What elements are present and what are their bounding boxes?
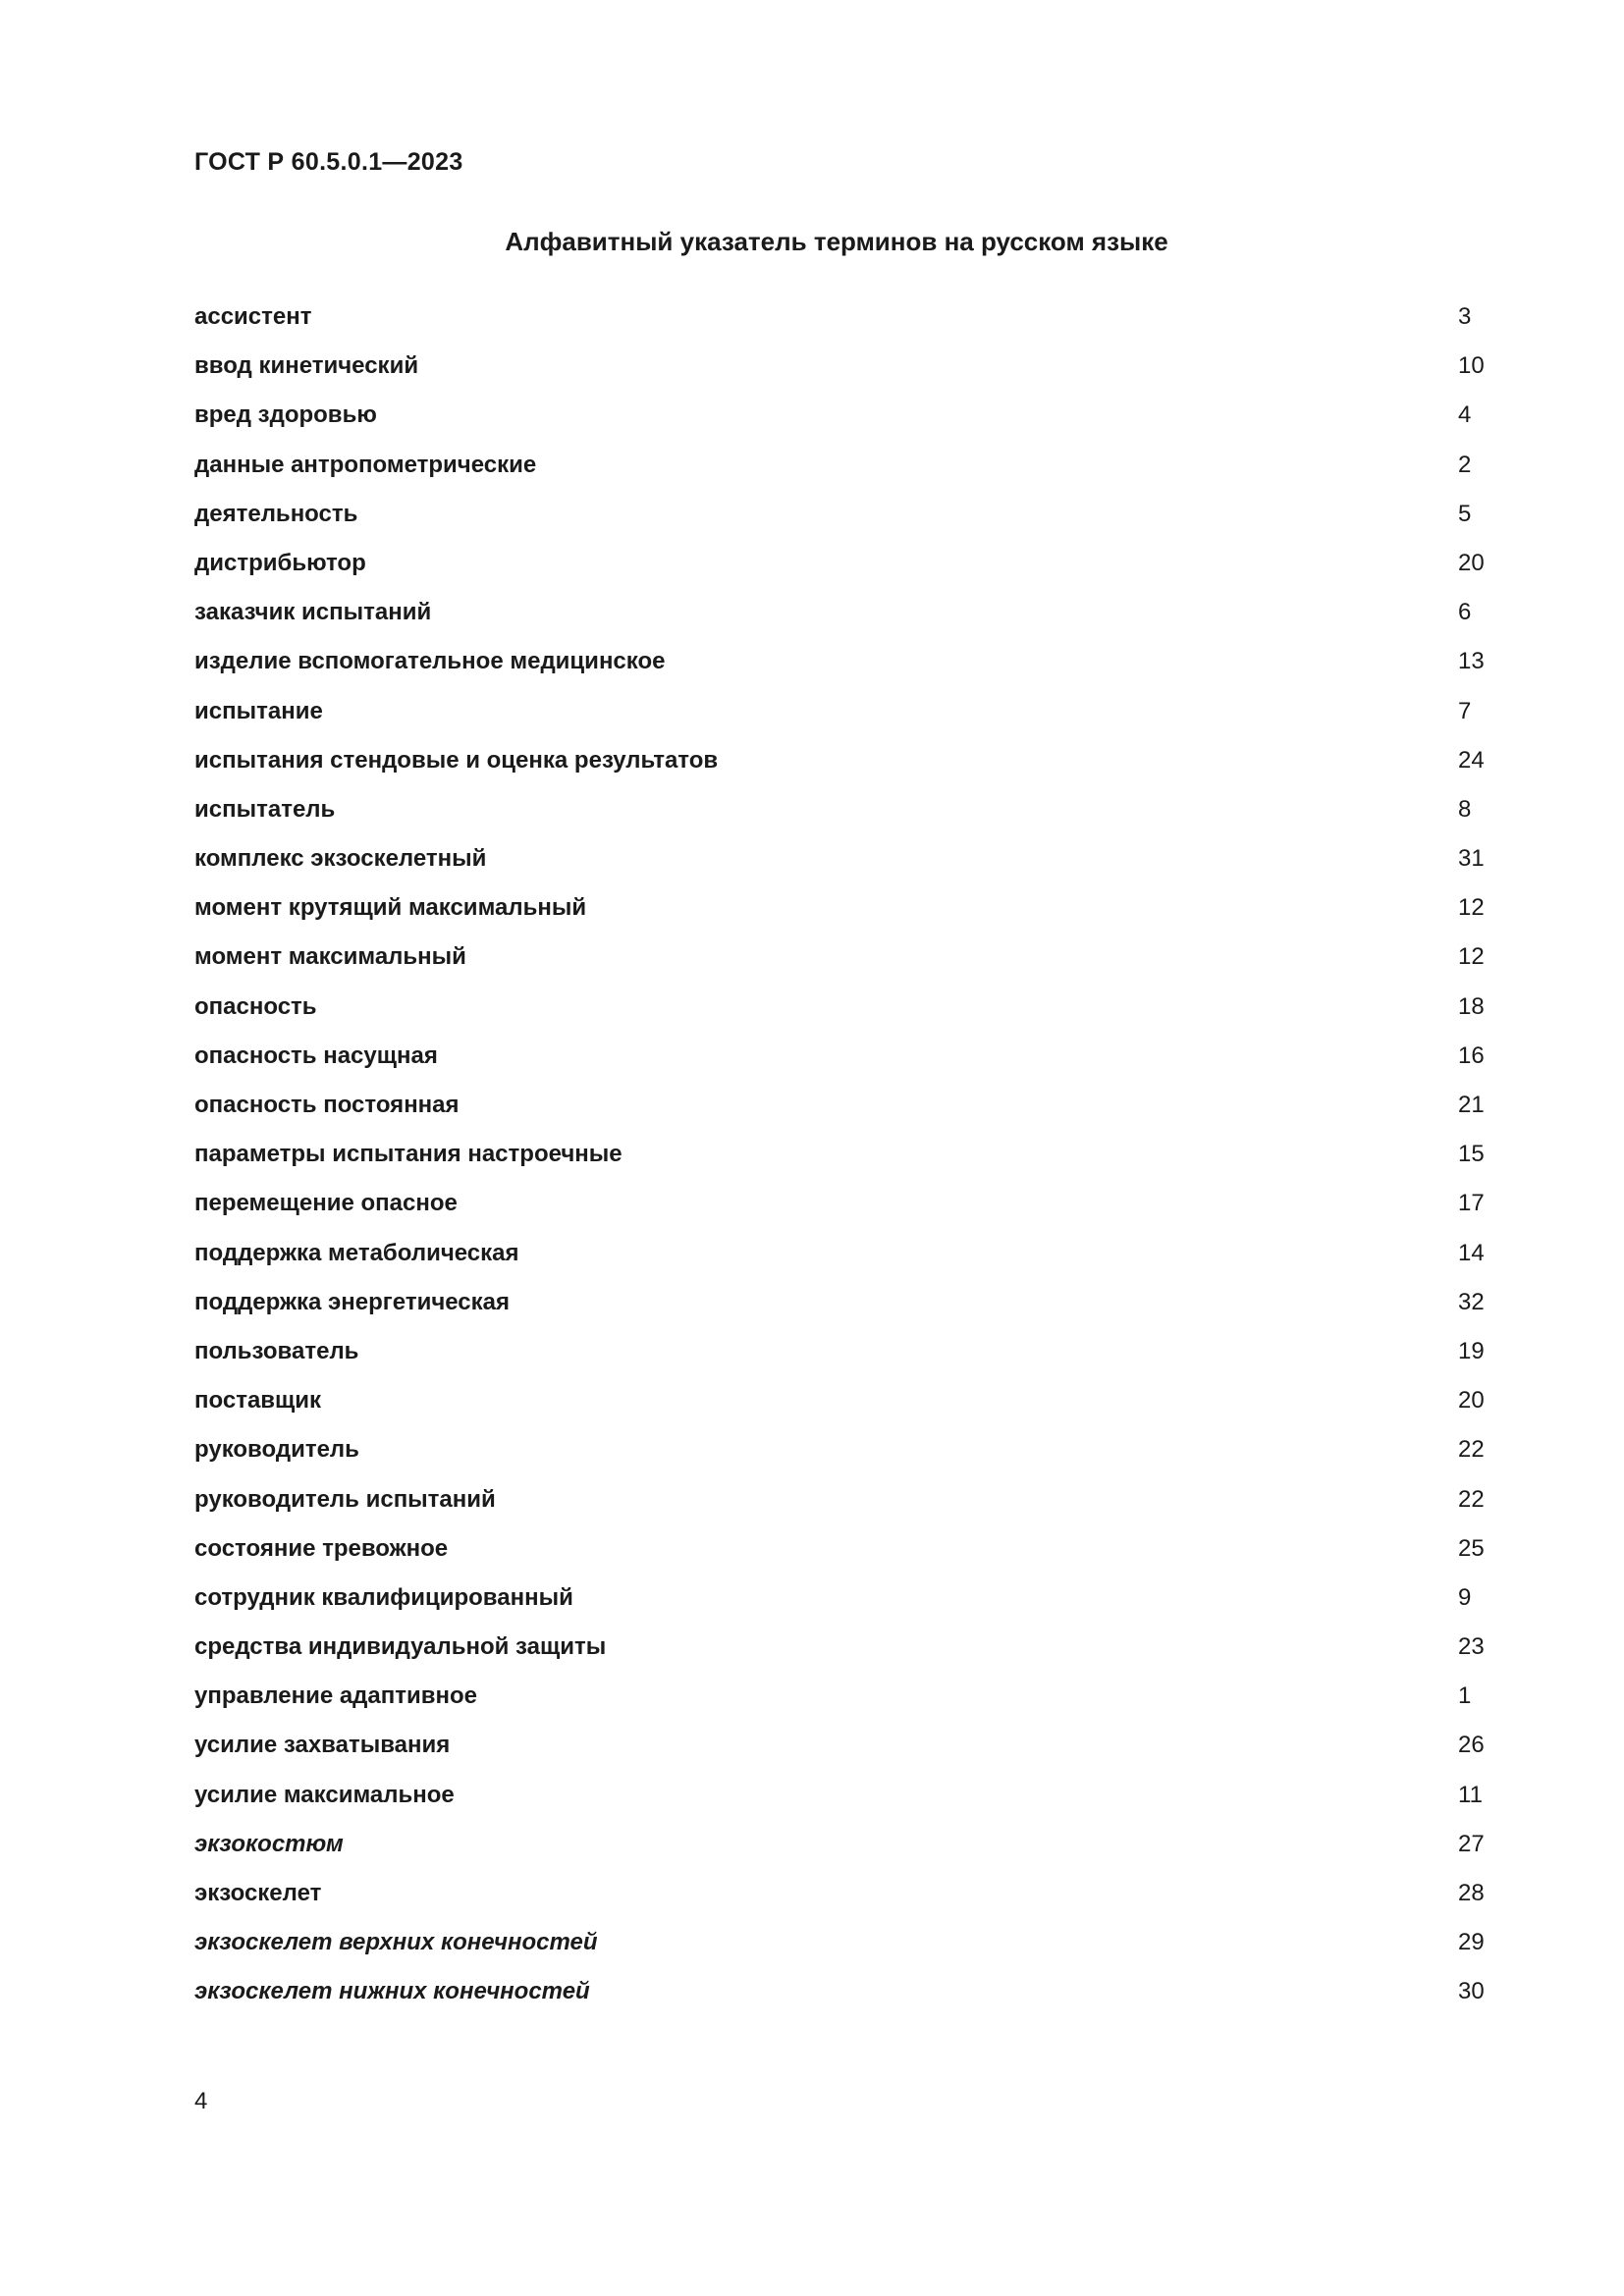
index-term: данные антропометрические xyxy=(194,451,537,478)
index-term: опасность постоянная xyxy=(194,1092,460,1118)
index-term-number: 14 xyxy=(1458,1239,1485,1266)
index-term-number: 5 xyxy=(1458,500,1472,527)
index-term-number: 28 xyxy=(1458,1880,1485,1906)
index-term-number: 20 xyxy=(1458,1387,1485,1415)
index-term: параметры испытания настроечные xyxy=(194,1141,623,1168)
index-term: момент максимальный xyxy=(194,943,466,971)
index-entry xyxy=(194,894,1483,943)
index-entry xyxy=(194,352,1483,401)
index-entry xyxy=(194,550,1483,599)
index-term: испытание xyxy=(194,697,323,724)
index-term: дистрибьютор xyxy=(194,549,366,576)
index-entry xyxy=(194,1042,1483,1092)
index-term: поддержка энергетическая xyxy=(194,1288,511,1315)
index-term: экзоскелет верхних конечностей xyxy=(194,1929,598,1956)
index-entry xyxy=(194,1978,1483,2027)
index-term-number: 22 xyxy=(1458,1485,1485,1513)
index-entry xyxy=(194,845,1483,894)
index-term: опасность xyxy=(194,992,317,1020)
index-term-number: 2 xyxy=(1458,451,1472,478)
index-entry xyxy=(194,1782,1483,1831)
index-entry xyxy=(194,1240,1483,1289)
index-term-number: 24 xyxy=(1458,746,1485,774)
index-term-number: 10 xyxy=(1458,352,1485,380)
index-entry xyxy=(194,303,1483,352)
index-term-number: 32 xyxy=(1458,1288,1485,1315)
index-term: экзоскелет xyxy=(194,1880,322,1906)
index-entry xyxy=(194,1486,1483,1535)
index-term: усилие максимальное xyxy=(194,1781,455,1808)
index-term: ассистент xyxy=(194,303,312,330)
index-term-number: 23 xyxy=(1458,1633,1485,1661)
index-term: состояние тревожное xyxy=(194,1534,449,1562)
index-entry xyxy=(194,796,1483,845)
index-term: экзокостюм xyxy=(194,1830,344,1857)
index-entry xyxy=(194,1831,1483,1880)
index-entry xyxy=(194,698,1483,747)
index-term: пользователь xyxy=(194,1337,359,1364)
index-entry xyxy=(194,452,1483,501)
index-term: поддержка метаболическая xyxy=(194,1239,519,1266)
index-term-number: 20 xyxy=(1458,549,1485,576)
index-entry xyxy=(194,1289,1483,1338)
index-term: ввод кинетический xyxy=(194,352,419,380)
index-entry xyxy=(194,1584,1483,1633)
index-term-number: 11 xyxy=(1458,1781,1483,1808)
index-entry xyxy=(194,1387,1483,1436)
index-entry xyxy=(194,1436,1483,1485)
index-entry xyxy=(194,943,1483,992)
index-entry xyxy=(194,993,1483,1042)
index-term: вред здоровью xyxy=(194,401,377,429)
index-term-number: 1 xyxy=(1458,1682,1472,1710)
index-term: средства индивидуальной защиты xyxy=(194,1633,607,1661)
index-entry xyxy=(194,1682,1483,1732)
index-term: перемещение опасное xyxy=(194,1190,458,1217)
page-number: 4 xyxy=(194,2088,208,2114)
index-entry xyxy=(194,599,1483,648)
index-term: управление адаптивное xyxy=(194,1682,478,1710)
index-term-number: 30 xyxy=(1458,1978,1485,2005)
index-entry xyxy=(194,1732,1483,1781)
index-term-number: 27 xyxy=(1458,1830,1485,1857)
index-term-number: 26 xyxy=(1458,1732,1485,1759)
index-term-number: 29 xyxy=(1458,1929,1485,1956)
index-term: заказчик испытаний xyxy=(194,599,432,626)
index-entry xyxy=(194,1092,1483,1141)
index-term: поставщик xyxy=(194,1387,322,1415)
index-term: сотрудник квалифицированный xyxy=(194,1583,573,1611)
index-entry xyxy=(194,1929,1483,1978)
index-term-number: 17 xyxy=(1458,1190,1485,1217)
index-term-number: 4 xyxy=(1458,401,1472,429)
index-term-number: 25 xyxy=(1458,1534,1485,1562)
index-entry xyxy=(194,501,1483,550)
index-term-number: 3 xyxy=(1458,303,1472,330)
index-entry xyxy=(194,648,1483,697)
index-term: руководитель испытаний xyxy=(194,1485,496,1513)
index-term: комплекс экзоскелетный xyxy=(194,845,487,873)
index-term-number: 22 xyxy=(1458,1436,1485,1464)
index-entry xyxy=(194,1535,1483,1584)
index-term: испытания стендовые и оценка результатов xyxy=(194,746,719,774)
index-term-number: 6 xyxy=(1458,599,1472,626)
index-term: опасность насущная xyxy=(194,1041,438,1069)
index-term-number: 18 xyxy=(1458,992,1485,1020)
index-term: деятельность xyxy=(194,500,358,527)
index-entry xyxy=(194,1190,1483,1239)
index-term-number: 16 xyxy=(1458,1041,1485,1069)
index-term-number: 19 xyxy=(1458,1337,1485,1364)
document-code: ГОСТ Р 60.5.0.1—2023 xyxy=(194,148,463,176)
index-entry xyxy=(194,1633,1483,1682)
index-entry xyxy=(194,1338,1483,1387)
index-term: момент крутящий максимальный xyxy=(194,894,587,922)
index-entry xyxy=(194,1880,1483,1929)
index-term-number: 9 xyxy=(1458,1583,1472,1611)
index-term-number: 12 xyxy=(1458,894,1485,922)
index-entry xyxy=(194,747,1483,796)
index-term-number: 13 xyxy=(1458,648,1485,675)
index-term: усилие захватывания xyxy=(194,1732,451,1759)
index-term: испытатель xyxy=(194,795,336,823)
index-term: изделие вспомогательное медицинское xyxy=(194,648,666,675)
index-term-number: 12 xyxy=(1458,943,1485,971)
index-term-number: 21 xyxy=(1458,1092,1485,1118)
index-term-number: 8 xyxy=(1458,795,1472,823)
index-entry xyxy=(194,401,1483,451)
index-term-number: 15 xyxy=(1458,1141,1485,1168)
index-term: руководитель xyxy=(194,1436,359,1464)
index-term: экзоскелет нижних конечностей xyxy=(194,1978,590,2005)
term-index-list xyxy=(194,303,1483,2028)
index-entry xyxy=(194,1141,1483,1190)
index-term-number: 7 xyxy=(1458,697,1472,724)
index-term-number: 31 xyxy=(1458,845,1485,873)
index-title: Алфавитный указатель терминов на русском языке xyxy=(505,227,1168,256)
